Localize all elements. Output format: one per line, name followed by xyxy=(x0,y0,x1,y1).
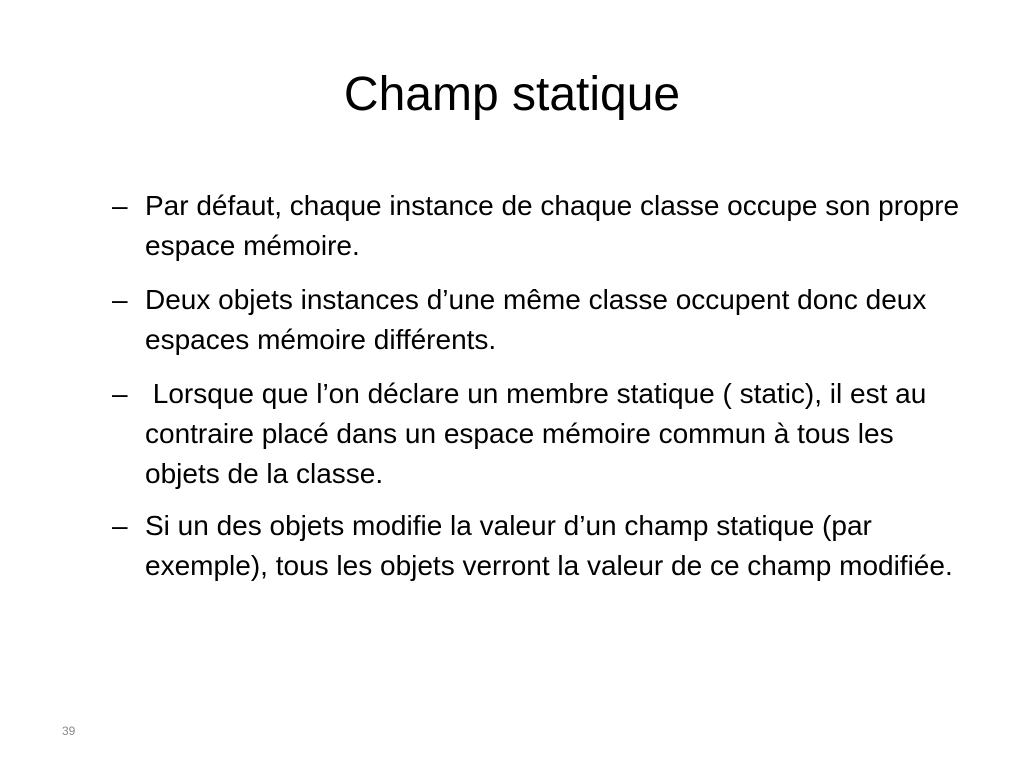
bullet-item xyxy=(112,280,962,360)
bullet-item xyxy=(112,374,962,494)
slide-number: 39 xyxy=(62,724,76,738)
bullet-marker: – xyxy=(112,510,128,541)
slide-title: Champ statique xyxy=(343,68,681,121)
bullet-text: Par défaut, chaque instance de chaque classe occupe son propre espace mémoire. xyxy=(145,190,960,261)
bullet-list xyxy=(112,186,962,600)
bullet-text: Deux objets instances d’une même classe occupent donc deux espaces mémoire différents. xyxy=(145,284,927,355)
bullet-text: Lorsque que l’on déclare un membre statique ( static), il est au contraire placé dans un espace mémoire commun à tous les objets de la classe. xyxy=(145,378,935,489)
bullet-marker: – xyxy=(112,284,128,315)
bullet-item xyxy=(112,186,962,266)
bullet-text: Si un des objets modifie la valeur d’un champ statique (par exemple), tous les objets verront la valeur de ce champ modifiée. xyxy=(145,510,953,581)
bullet-item xyxy=(112,506,962,586)
bullet-marker: – xyxy=(112,190,128,221)
bullet-marker: – xyxy=(112,378,128,409)
